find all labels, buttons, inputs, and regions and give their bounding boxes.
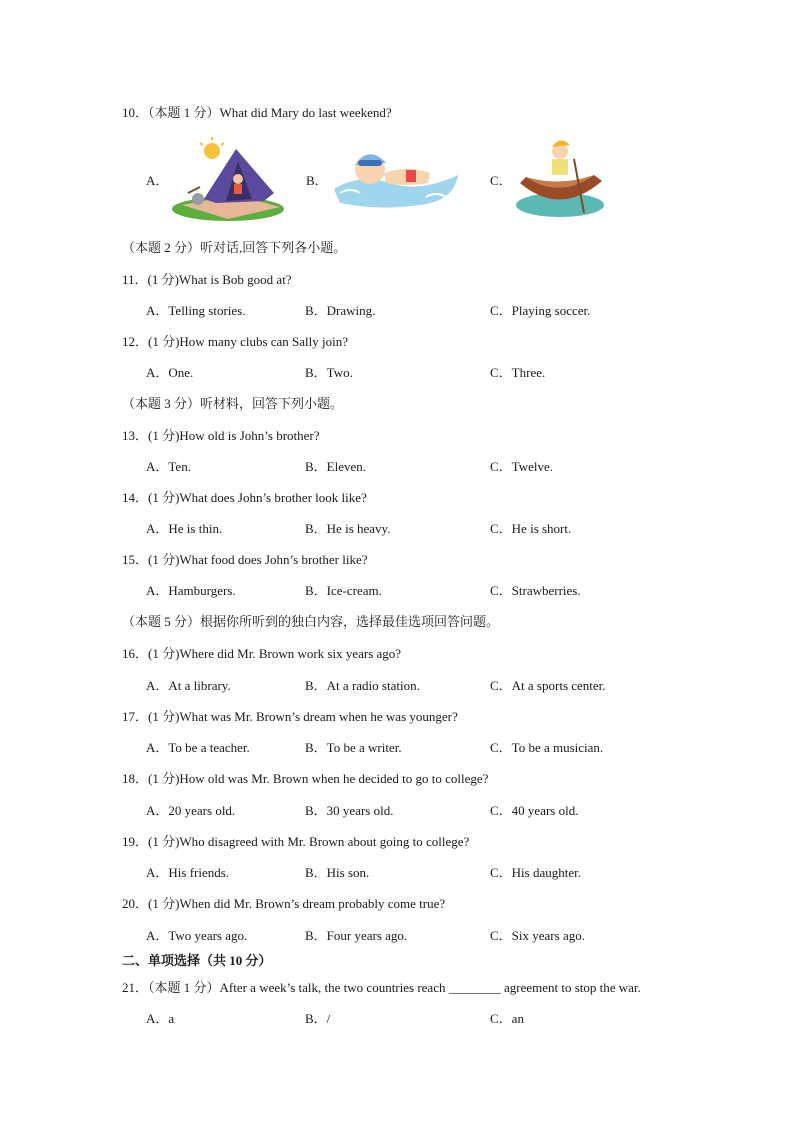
question-10: 10．（本题 1 分）What did Mary do last weekend? — [122, 105, 392, 120]
question-16: 16．(1 分)Where did Mr. Brown work six years ago? — [122, 646, 402, 661]
question-17: 17．(1 分)What was Mr. Brown’s dream when he was younger? — [122, 709, 458, 724]
option-c[interactable]: C．Three. — [490, 365, 546, 380]
option-c[interactable]: C．His daughter. — [490, 865, 581, 880]
question-19-options — [146, 865, 766, 881]
question-20: 20．(1 分)When did Mr. Brown’s dream probably come true? — [122, 896, 446, 911]
question-18: 18．(1 分)How old was Mr. Brown when he decided to go to college? — [122, 771, 489, 786]
question-12: 12．(1 分)How many clubs can Sally join? — [122, 334, 349, 349]
question-20-options — [146, 928, 766, 944]
option-a[interactable]: A．His friends. — [146, 865, 230, 880]
camping-tent-picture — [168, 135, 286, 223]
question-18-options — [146, 803, 766, 819]
question-16-options — [146, 678, 766, 694]
question-11: 11．(1 分)What is Bob good at? — [122, 272, 292, 287]
option-b[interactable]: B．At a radio station. — [305, 678, 420, 693]
option-c[interactable]: C．Twelve. — [490, 459, 553, 474]
question-12-options — [146, 365, 766, 381]
option-a[interactable]: A．20 years old. — [146, 803, 236, 818]
option-b[interactable]: B．Eleven. — [305, 459, 367, 474]
option-c[interactable]: C．Playing soccer. — [490, 303, 591, 318]
section-instruction-5pts: （本题 5 分）根据你所听到的独白内容，选择最佳选项回答问题。 — [122, 614, 500, 629]
option-b[interactable]: B．Two. — [305, 365, 353, 380]
option-c[interactable]: C．Strawberries. — [490, 583, 581, 598]
option-b[interactable]: B．He is heavy. — [305, 521, 391, 536]
option-c[interactable]: C．To be a musician. — [490, 740, 604, 755]
option-a[interactable]: A．Hamburgers. — [146, 583, 236, 598]
question-13: 13．(1 分)How old is John’s brother? — [122, 428, 320, 443]
option-b[interactable]: B．Drawing. — [305, 303, 376, 318]
rowing-boat-picture — [514, 135, 606, 221]
question-11-options — [146, 303, 766, 319]
question-14: 14．(1 分)What does John’s brother look like? — [122, 490, 367, 505]
option-a[interactable]: A．Two years ago. — [146, 928, 248, 943]
option-a[interactable]: A．At a library. — [146, 678, 231, 693]
picture-option-a-label[interactable]: A． — [146, 173, 169, 188]
option-b[interactable]: B．His son. — [305, 865, 370, 880]
section-instruction-2pts: （本题 2 分）听对话,回答下列各小题。 — [122, 240, 347, 255]
option-a[interactable]: A．Ten. — [146, 459, 191, 474]
option-a[interactable]: A．He is thin. — [146, 521, 223, 536]
option-a[interactable]: A．Telling stories. — [146, 303, 246, 318]
option-b[interactable]: B．Ice-cream. — [305, 583, 382, 598]
option-a[interactable]: A．a — [146, 1011, 175, 1026]
question-15: 15．(1 分)What food does John’s brother like? — [122, 552, 368, 567]
question-19: 19．(1 分)Who disagreed with Mr. Brown about going to college? — [122, 834, 470, 849]
picture-option-b-label[interactable]: B． — [306, 173, 328, 188]
option-b[interactable]: B．30 years old. — [305, 803, 394, 818]
option-c[interactable]: C．He is short. — [490, 521, 572, 536]
question-15-options — [146, 583, 766, 599]
question-21: 21．（本题 1 分）After a week’s talk, the two countries reach ________ agreement to stop the war. — [122, 980, 641, 995]
question-14-options — [146, 521, 766, 537]
option-a[interactable]: A．To be a teacher. — [146, 740, 250, 755]
picture-option-c-label[interactable]: C． — [490, 173, 512, 188]
question-13-options — [146, 459, 766, 475]
picture-options-row — [146, 135, 626, 225]
option-c[interactable]: C．At a sports center. — [490, 678, 606, 693]
section-heading-multiple-choice: 二、单项选择（共 10 分） — [122, 953, 272, 968]
swimming-boy-picture — [330, 143, 462, 215]
question-21-options — [146, 1011, 766, 1027]
question-17-options — [146, 740, 766, 756]
option-c[interactable]: C．an — [490, 1011, 524, 1026]
option-b[interactable]: B．To be a writer. — [305, 740, 402, 755]
option-a[interactable]: A．One. — [146, 365, 194, 380]
option-b[interactable]: B．/ — [305, 1011, 331, 1026]
option-c[interactable]: C．40 years old. — [490, 803, 579, 818]
option-c[interactable]: C．Six years ago. — [490, 928, 585, 943]
option-b[interactable]: B．Four years ago. — [305, 928, 408, 943]
section-instruction-3pts: （本题 3 分）听材料，回答下列小题。 — [122, 396, 344, 411]
